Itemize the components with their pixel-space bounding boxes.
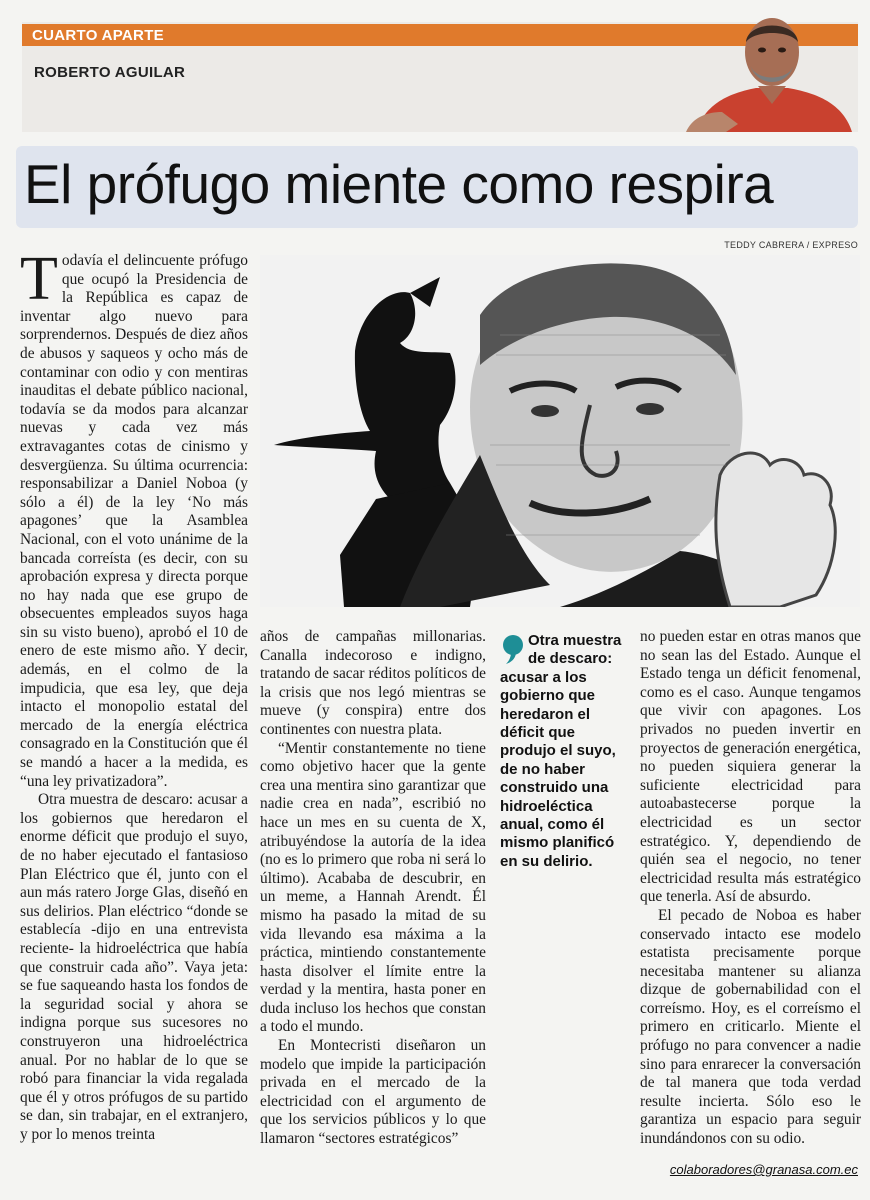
author-photo xyxy=(686,8,858,132)
section-label: CUARTO APARTE xyxy=(32,27,164,44)
column-2 xyxy=(260,628,486,1149)
pull-quote-text: acusar a los gobierno que heredaron el déficit que produjo el suyo, de no haber construido una hidroeléctica anual, como él mismo planificó en su delirio. xyxy=(500,668,616,870)
pull-quote xyxy=(500,632,628,871)
paragraph: años de campañas millonarias. Canalla indecoroso e indigno, tratando de sacar réditos políticos de la crisis que nos legó mientras se mueve (y conspira) entre dos continentes con nuestra plata. xyxy=(260,628,486,738)
paragraph: “Mentir constantemente no tiene como objetivo hacer que la gente crea una mentira sino garantizar que nadie crea en nada”, escribió no hace un mes en su cuenta de X, atribuyéndose la autoría de la idea (no es lo primero que roba ni será lo último). Acababa de descubrir, en un meme, a Hannah Arendt. Él mismo ha pasado la mitad de su vida llevando esa máxima a la práctica, mintiendo constantemente hasta disolver el límite entre la verdad y la mentira, hasta poner en duda incluso los hechos que constan a todo el mundo. xyxy=(260,739,486,1036)
pull-quote-lead: Otra muestra de descaro: xyxy=(528,632,622,668)
dropcap: T xyxy=(20,245,58,313)
caricature-illustration xyxy=(260,255,860,607)
column-1 xyxy=(20,245,248,1145)
paragraph: Otra muestra de descaro: acusar a los gobiernos que heredaron el enorme déficit que produjo el suyo, de no haber ejecutado el fantasioso Plan Eléctrico que él, junto con el aun más ratero Jorge Glas, diseñó en sus delirios. Plan eléctrico “donde se establecía -dijo en una entrevista reciente- la hidroeléctrica que había que construir cada año”. Vaya jeta: se fue saqueando hasta los fondos de la seguridad social y ahora se indigna porque sus sucesores no construyeron una hidroeléctrica anual. Por no hablar de lo que se robó para financiar la vida regalada que él y otros prófugos de su partido se dan, sin trabajar, en el extranjero, y por lo menos treinta xyxy=(20,791,248,1143)
author-name: ROBERTO AGUILAR xyxy=(34,64,186,81)
paragraph: no pueden estar en otras manos que no sean las del Estado. Aunque el Estado tenga un déficit fenomenal, como es el caso. Aunque tengamos que vivir con apagones. Los privados no pueden invertir en proyectos de generación energética, no pueden siquiera generar la suficiente electricidad para autoabastecerse porque la electricidad es un sector estratégico. Y, dependiendo de quién sea el negocio, no tener electricidad resulta más estratégico que tenerla. Así de absurdo. xyxy=(640,628,861,906)
headline: El prófugo miente como respira xyxy=(24,153,774,215)
contact-email-link[interactable]: colaboradores@granasa.com.ec xyxy=(669,1162,858,1177)
paragraph: En Montecristi diseñaron un modelo que impide la participación privada en el mercado de la electricidad con el argumento de que los servicios públicos y lo que llamaron “sectores estratégicos” xyxy=(260,1037,486,1148)
column-4 xyxy=(640,628,861,1149)
paragraph: odavía el delincuente prófugo que ocupó la Presidencia de la República es capaz de inventar algo nuevo para sorprendernos. Después de diez años de abusos y saqueos y ocho más de contaminar con odio y con mentiras inauditas el debate público nacional, todavía se da modos para alcanzar nuevas y cada vez más extravagantes cotas de cinismo y desvergüenza. Su última ocurrencia: responsabilizar a Daniel Noboa (y sólo a él) de la ley ‘No más apagones’ que la Asamblea Nacional, con el voto unánime de la bancada correísta (es decir, con su aprobación expresa y directa porque no hay nada que ese grupo de obsecuentes empleados suyos haga sin su visto bueno), aprobó el 10 de enero de este mismo año. Y decir, además, en el colmo de la impudicia, que esa ley, que deja intacto el monopolio estatal del mercado de la energía eléctrica consagrado en la Constitución que él se mandó a hacer a la medida, es “una ley privatizadora”. xyxy=(20,252,248,790)
illustration-credit: TEDDY CABRERA / EXPRESO xyxy=(724,240,858,250)
paragraph: El pecado de Noboa es haber conservado intacto ese modelo estatista precisamente porque necesitaba mantener su alianza dizque de gobernabilidad con el correísmo. Hoy, es el correísmo el primero en criticarlo. Miente el prófugo no para convencer a nadie sino para enrarecer la conversación de tal manera que toda verdad resulte incierta. Sólo eso le garantiza un espacio para seguir inundándonos con su odio. xyxy=(640,906,861,1148)
